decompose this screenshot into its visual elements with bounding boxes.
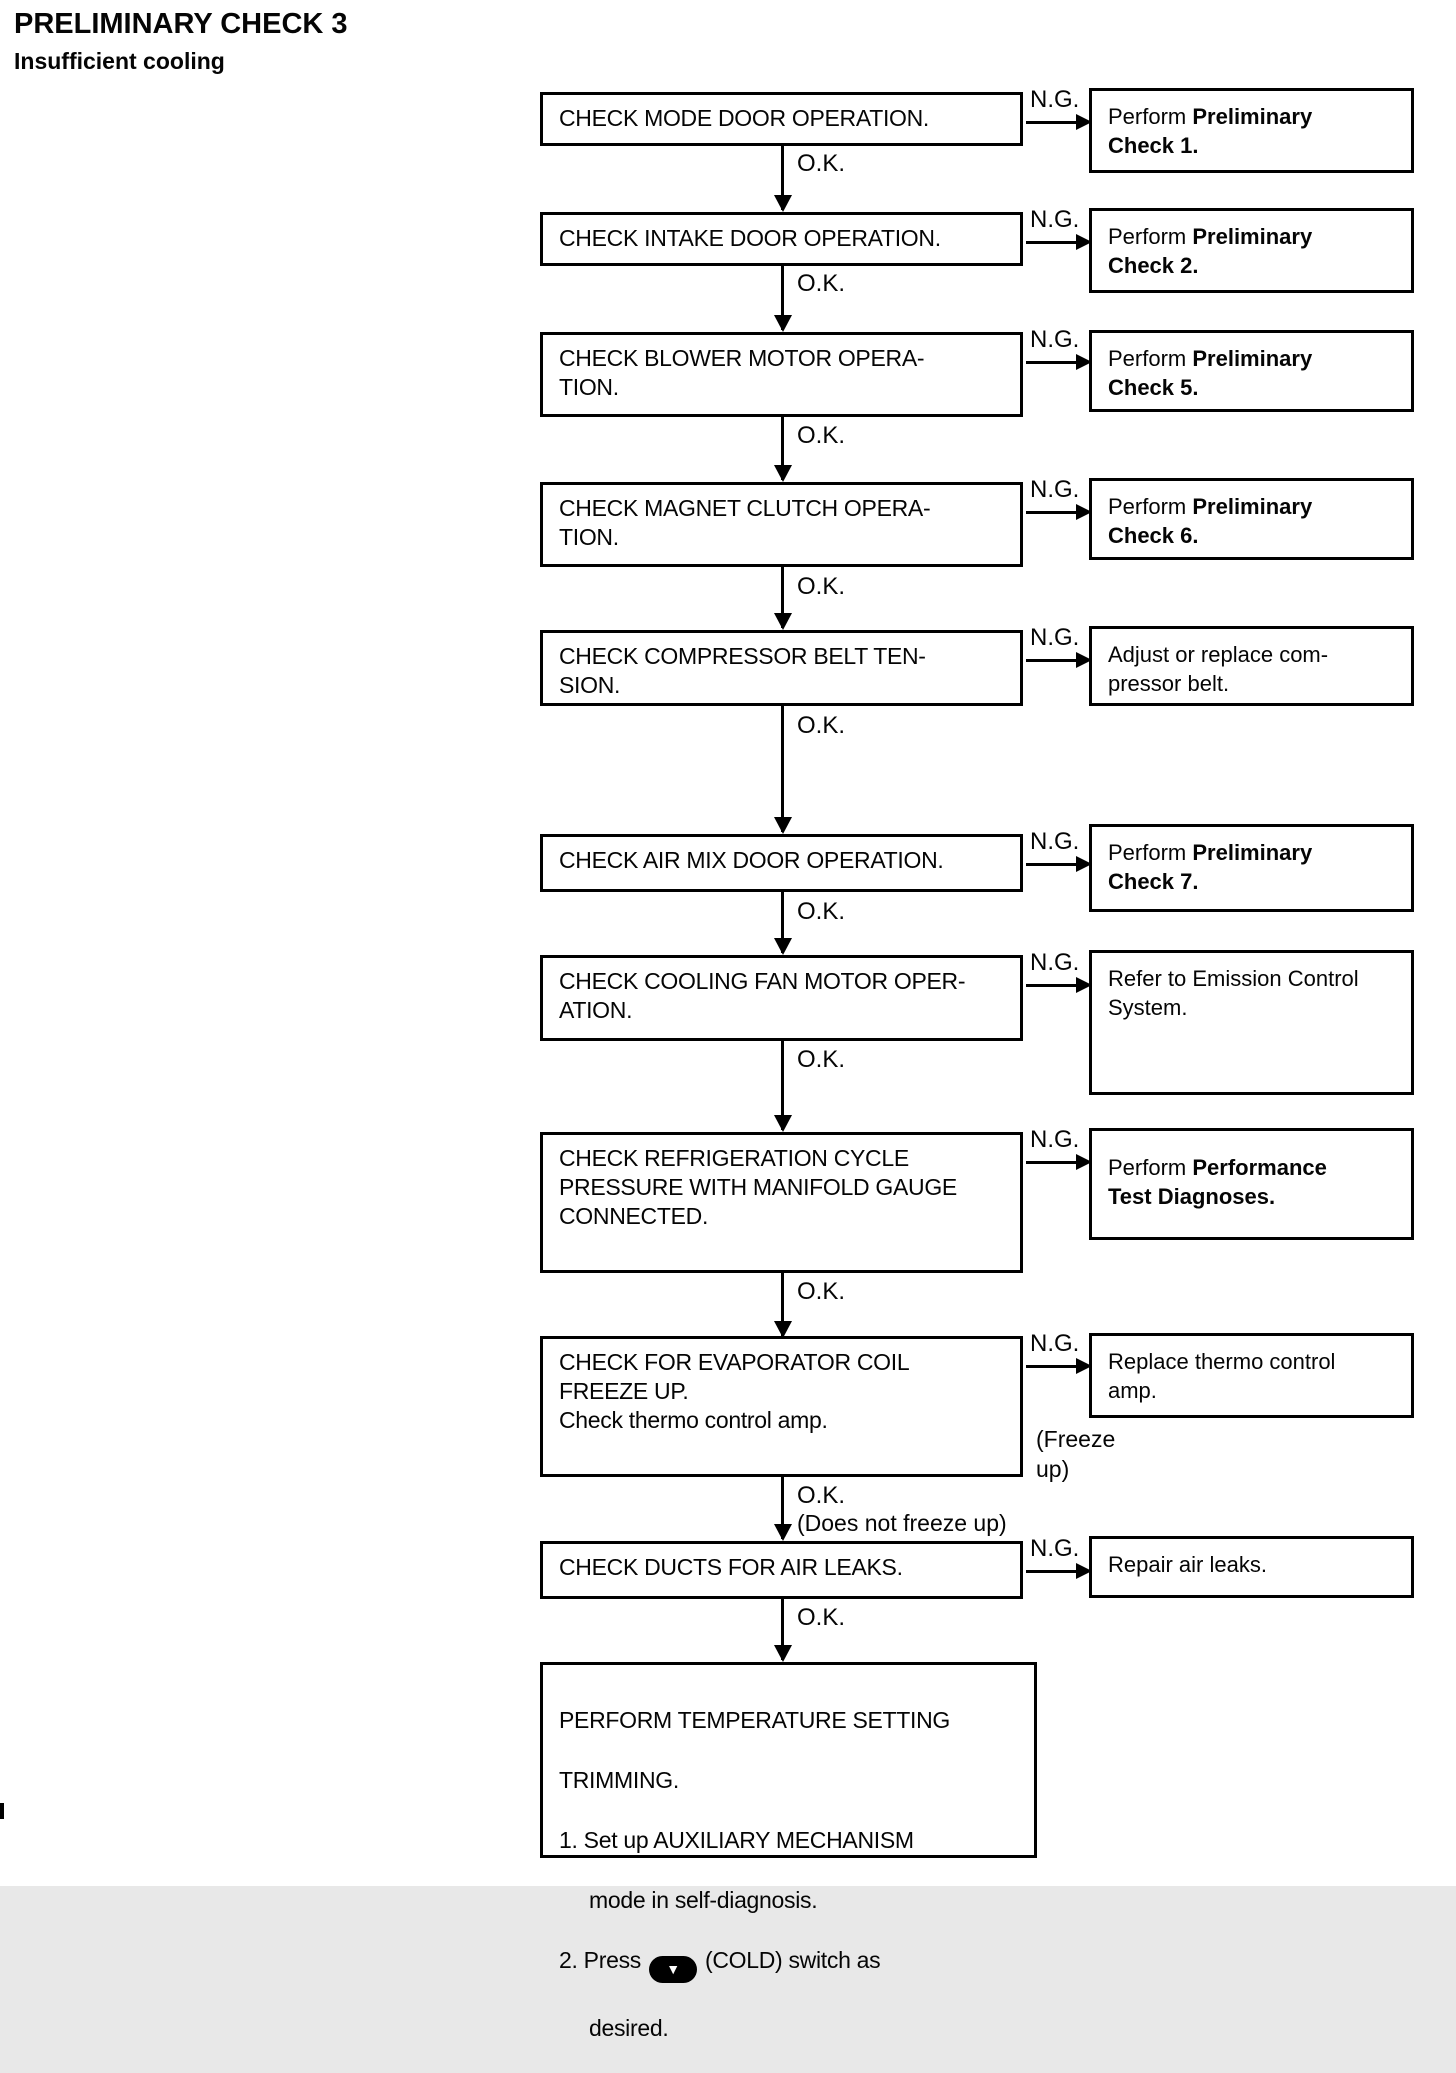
action-box-preliminary-check-1: Perform Preliminary Check 1. <box>1089 88 1414 173</box>
action-box-preliminary-check-5: Perform Preliminary Check 5. <box>1089 330 1414 412</box>
ng-arrow <box>1026 863 1078 866</box>
ng-arrow <box>1026 659 1078 662</box>
ok-label: O.K. <box>797 712 846 739</box>
ng-arrow <box>1026 1161 1078 1164</box>
check-box-mode-door: CHECK MODE DOOR OPERATION. <box>540 92 1023 146</box>
ok-arrow <box>781 892 784 953</box>
final-line: PERFORM TEMPERATURE SETTING <box>559 1707 951 1733</box>
action-box-preliminary-check-6: Perform Preliminary Check 6. <box>1089 478 1414 560</box>
final-step-2-cont: desired. <box>589 2015 669 2041</box>
ng-arrow <box>1026 511 1078 514</box>
check-box-refrigeration-cycle: CHECK REFRIGERATION CYCLE PRESSURE WITH MANIFOLD GAUGE CONNECTED. <box>540 1132 1023 1273</box>
does-not-freeze-note: (Does not freeze up) <box>797 1510 1007 1536</box>
ng-label: N.G. <box>1030 1535 1080 1562</box>
ok-label: O.K. <box>797 422 846 449</box>
final-step-1-cont: mode in self-diagnosis. <box>589 1887 818 1913</box>
action-box-preliminary-check-2: Perform Preliminary Check 2. <box>1089 208 1414 293</box>
ng-label: N.G. <box>1030 476 1080 503</box>
final-step-1: 1. Set up AUXILIARY MECHANISM <box>559 1827 914 1853</box>
scan-artifact <box>0 1803 4 1819</box>
ok-label: O.K. <box>797 270 846 297</box>
ng-label: N.G. <box>1030 624 1080 651</box>
check-box-blower-motor: CHECK BLOWER MOTOR OPERA- TION. <box>540 332 1023 417</box>
ok-arrow <box>781 417 784 480</box>
check-box-air-mix-door: CHECK AIR MIX DOOR OPERATION. <box>540 834 1023 892</box>
ng-label: N.G. <box>1030 86 1080 113</box>
ok-arrow <box>781 266 784 330</box>
check-box-intake-door: CHECK INTAKE DOOR OPERATION. <box>540 212 1023 266</box>
final-step-2: 2. Press ▼ (COLD) switch as <box>559 1945 1022 1983</box>
ok-arrow <box>781 1273 784 1336</box>
ng-arrow <box>1026 241 1078 244</box>
ng-label: N.G. <box>1030 1330 1080 1357</box>
ok-arrow <box>781 1477 784 1539</box>
action-box-preliminary-check-7: Perform Preliminary Check 7. <box>1089 824 1414 912</box>
ok-arrow <box>781 567 784 628</box>
ng-arrow <box>1026 984 1078 987</box>
ok-label: O.K. <box>797 573 846 600</box>
ng-arrow <box>1026 1570 1078 1573</box>
action-box-adjust-compressor-belt: Adjust or replace com- pressor belt. <box>1089 626 1414 706</box>
page-title: PRELIMINARY CHECK 3 <box>14 8 348 40</box>
check-box-evaporator-freeze: CHECK FOR EVAPORATOR COIL FREEZE UP. Check thermo control amp. <box>540 1336 1023 1477</box>
ok-arrow <box>781 146 784 210</box>
ok-label: O.K. <box>797 898 846 925</box>
ng-label: N.G. <box>1030 828 1080 855</box>
ng-label: N.G. <box>1030 1126 1080 1153</box>
ok-label: O.K. <box>797 150 846 177</box>
ok-arrow <box>781 1041 784 1130</box>
cold-switch-icon: ▼ <box>649 1956 697 1983</box>
ok-arrow <box>781 706 784 832</box>
ok-label: O.K. <box>797 1278 846 1305</box>
check-box-magnet-clutch: CHECK MAGNET CLUTCH OPERA- TION. <box>540 482 1023 567</box>
page-subtitle: Insufficient cooling <box>14 48 225 74</box>
check-box-compressor-belt: CHECK COMPRESSOR BELT TEN- SION. <box>540 630 1023 706</box>
ng-label: N.G. <box>1030 206 1080 233</box>
ok-label: O.K. <box>797 1482 846 1509</box>
check-box-ducts: CHECK DUCTS FOR AIR LEAKS. <box>540 1541 1023 1599</box>
ng-arrow <box>1026 121 1078 124</box>
action-box-performance-test: Perform Performance Test Diagnoses. <box>1089 1128 1414 1240</box>
ok-arrow <box>781 1599 784 1660</box>
ng-label: N.G. <box>1030 326 1080 353</box>
action-box-repair-air-leaks: Repair air leaks. <box>1089 1536 1414 1598</box>
final-box-temperature-trimming <box>540 1662 1037 2041</box>
ng-arrow <box>1026 361 1078 364</box>
action-box-emission-control: Refer to Emission Control System. <box>1089 950 1414 1095</box>
final-line: TRIMMING. <box>559 1767 679 1793</box>
check-box-cooling-fan-motor: CHECK COOLING FAN MOTOR OPER- ATION. <box>540 955 1023 1041</box>
action-box-replace-thermo-amp: Replace thermo control amp. <box>1089 1333 1414 1418</box>
ng-arrow <box>1026 1365 1078 1368</box>
ok-label: O.K. <box>797 1046 846 1073</box>
ok-label: O.K. <box>797 1604 846 1631</box>
freeze-up-note: (Freeze up) <box>1036 1426 1116 1482</box>
ng-label: N.G. <box>1030 949 1080 976</box>
